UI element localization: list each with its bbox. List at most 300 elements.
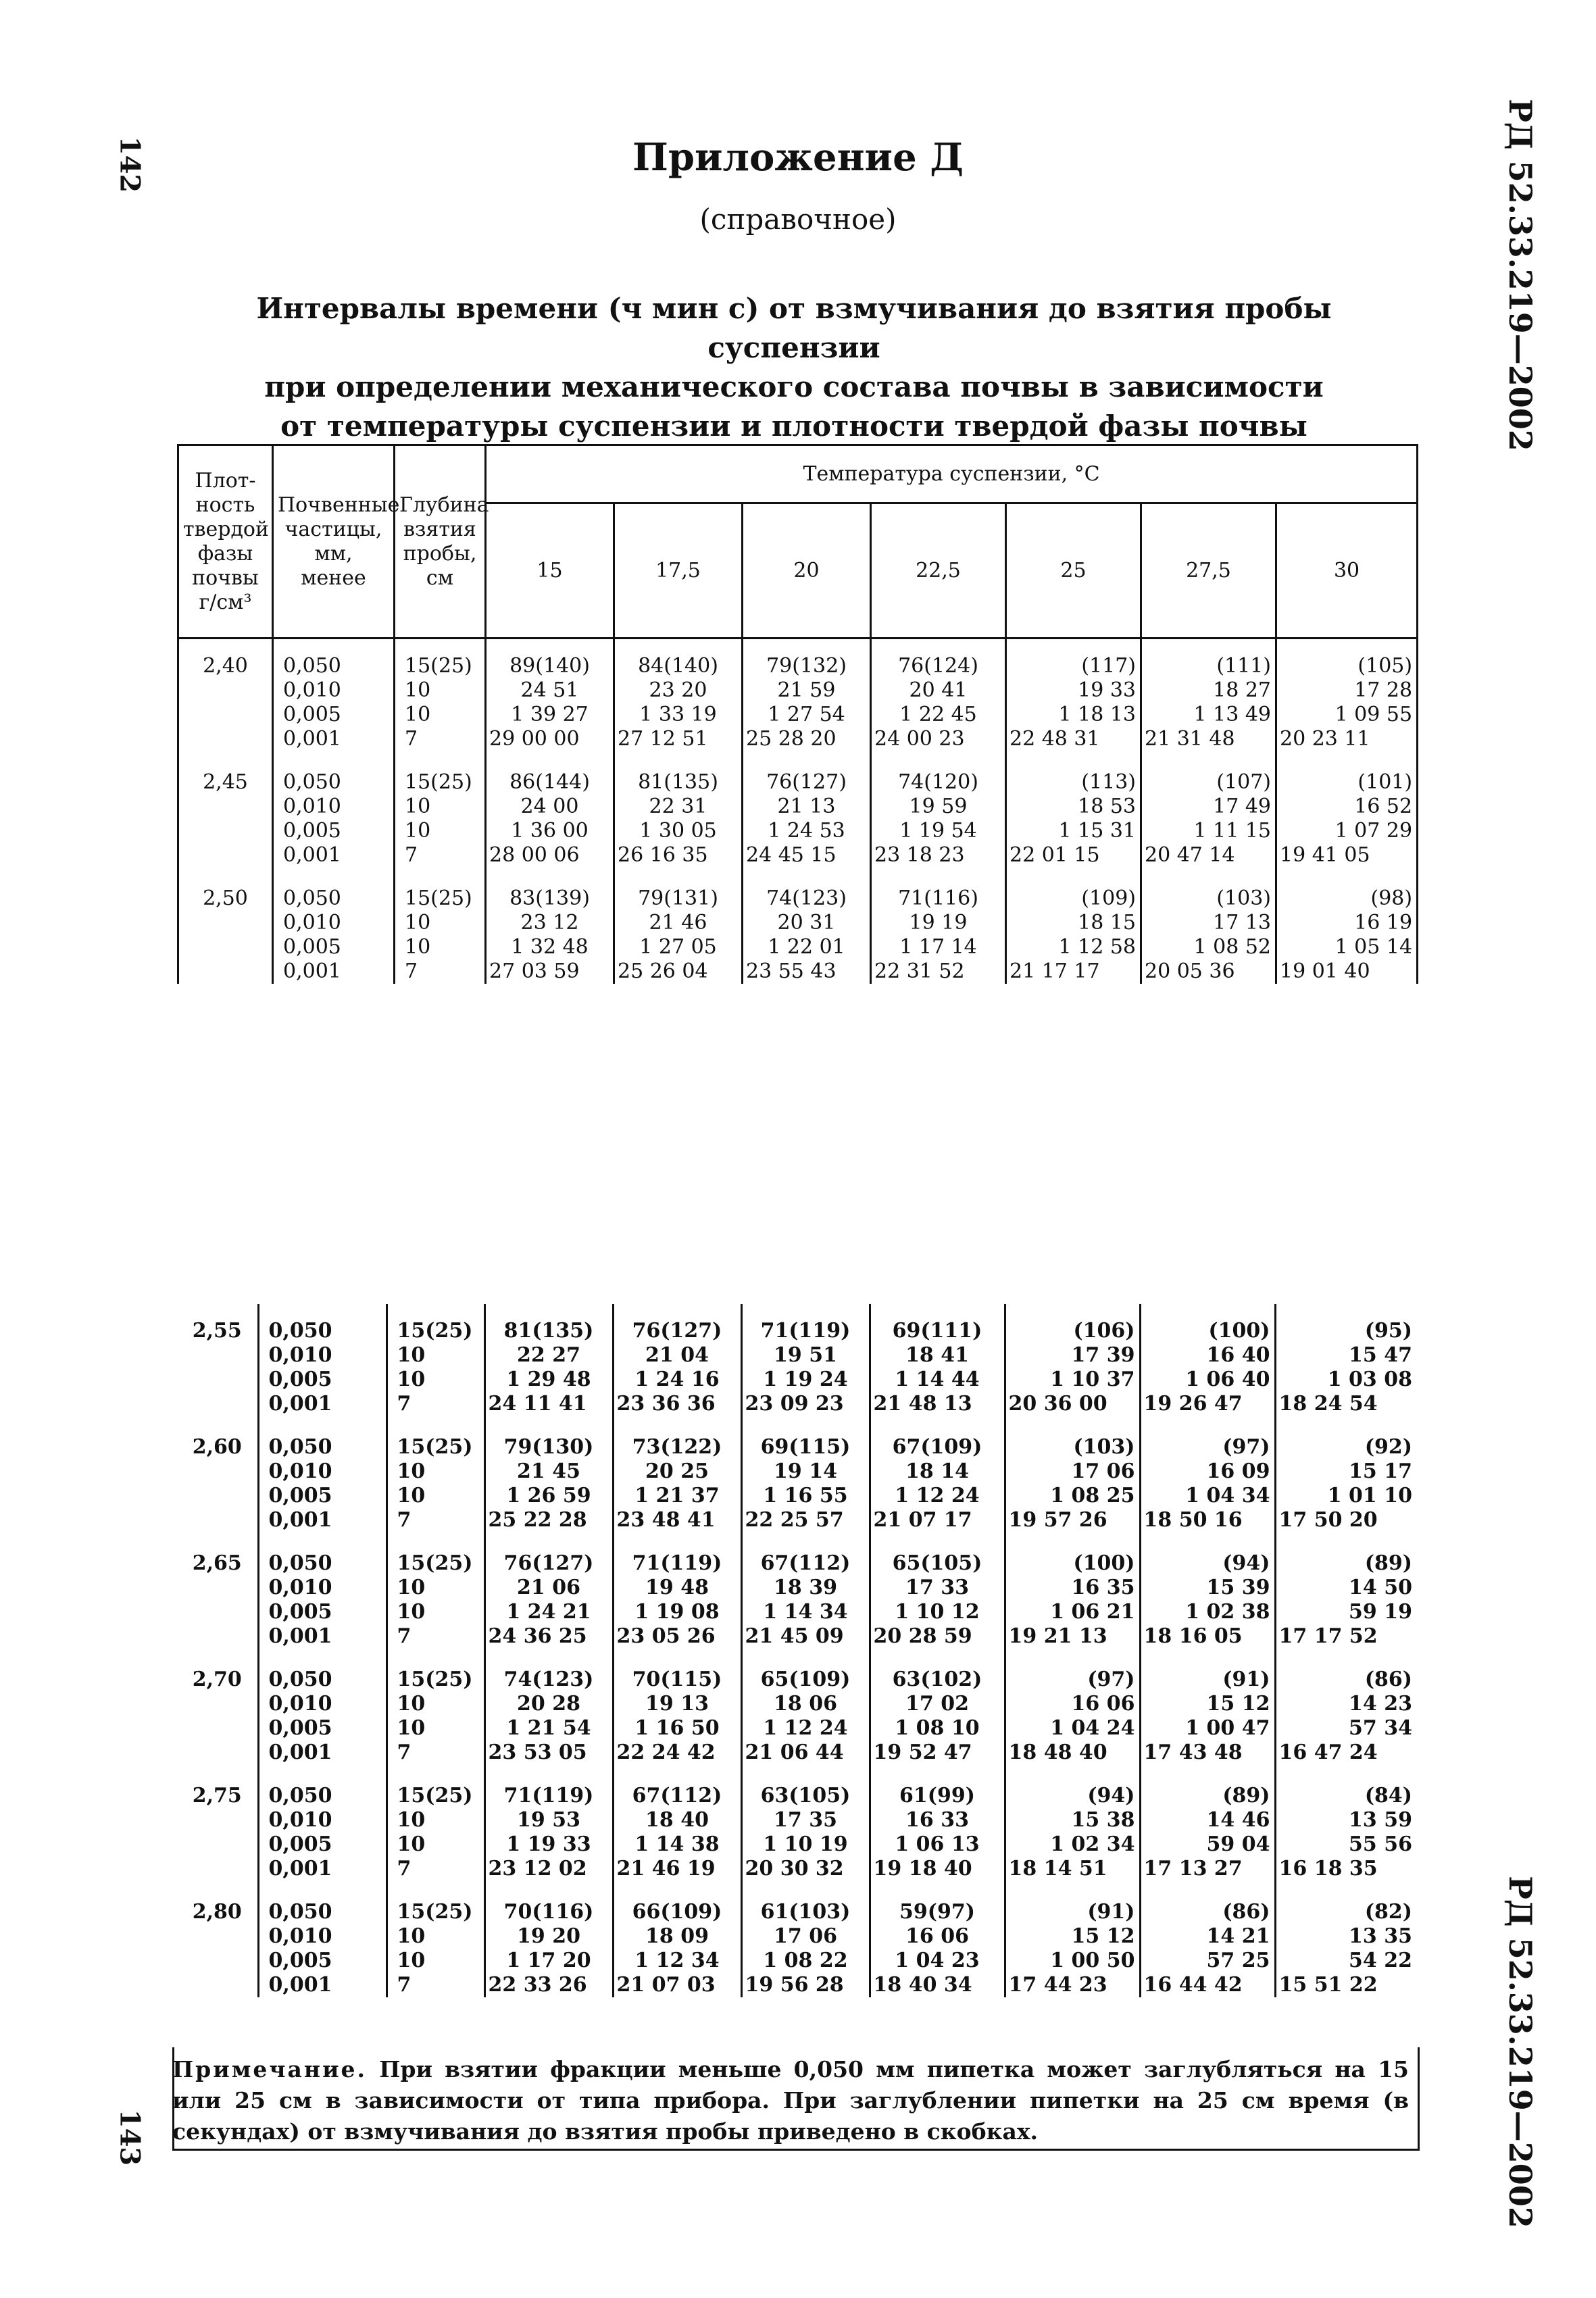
time-value-cell: 17 28 (1276, 678, 1418, 703)
particle-size-cell: 0,005 (273, 935, 395, 959)
depth-cell: 15(25) (395, 639, 486, 679)
time-value-cell: (84) (1275, 1765, 1416, 1808)
table-row (177, 1392, 1416, 1416)
table-row (177, 1508, 1416, 1532)
time-value-cell: (89) (1275, 1532, 1416, 1576)
time-value-cell: 1 12 58 (1006, 935, 1141, 959)
header-temp-22-5: 22,5 (871, 503, 1006, 639)
time-value-cell: 1 24 16 (613, 1368, 741, 1392)
time-value-cell: 81(135) (614, 751, 743, 795)
particle-size-cell: 0,001 (273, 959, 395, 984)
time-value-cell: 18 14 51 (1005, 1857, 1140, 1881)
depth-cell: 15(25) (395, 751, 486, 795)
particle-size-cell: 0,050 (258, 1649, 386, 1692)
time-value-cell: 1 33 19 (614, 703, 743, 727)
particle-size-cell: 0,010 (258, 1808, 386, 1832)
time-value-cell: 76(127) (484, 1532, 613, 1576)
particle-size-cell: 0,010 (273, 911, 395, 935)
density-cell (177, 1832, 258, 1857)
time-value-cell: 1 32 48 (486, 935, 614, 959)
time-value-cell: 16 40 (1140, 1343, 1275, 1368)
time-value-cell: 28 00 06 (486, 843, 614, 868)
density-cell (177, 1600, 258, 1624)
time-value-cell: 17 13 (1141, 911, 1276, 935)
time-value-cell: 16 18 35 (1275, 1857, 1416, 1881)
time-value-cell: 23 12 (486, 911, 614, 935)
time-value-cell: 18 50 16 (1140, 1508, 1275, 1532)
depth-cell: 15(25) (395, 868, 486, 911)
time-value-cell: 67(112) (741, 1532, 870, 1576)
time-value-cell: 1 22 01 (743, 935, 871, 959)
time-value-cell: 18 14 (870, 1459, 1005, 1484)
density-cell (177, 1692, 258, 1716)
time-value-cell: 21 06 44 (741, 1741, 870, 1765)
time-value-cell: 61(99) (870, 1765, 1005, 1808)
time-value-cell: (86) (1275, 1649, 1416, 1692)
particle-size-cell: 0,010 (258, 1343, 386, 1368)
time-value-cell: 1 05 14 (1276, 935, 1418, 959)
table-row (177, 1692, 1416, 1716)
time-value-cell: 1 00 50 (1005, 1949, 1140, 1973)
time-value-cell: 69(111) (870, 1304, 1005, 1343)
time-value-cell: 1 13 49 (1141, 703, 1276, 727)
time-value-cell: 21 07 17 (870, 1508, 1005, 1532)
time-value-cell: 20 05 36 (1141, 959, 1276, 984)
time-value-cell: 18 41 (870, 1343, 1005, 1368)
table-row (177, 1649, 1416, 1692)
table-row (178, 935, 1418, 959)
time-value-cell: (103) (1005, 1416, 1140, 1459)
particle-size-cell: 0,050 (273, 868, 395, 911)
time-value-cell: 18 53 (1006, 795, 1141, 819)
density-cell (177, 1343, 258, 1368)
time-value-cell: 20 28 (484, 1692, 613, 1716)
time-value-cell: 1 15 31 (1006, 819, 1141, 843)
time-value-cell: 16 35 (1005, 1576, 1140, 1600)
time-value-cell: 86(144) (486, 751, 614, 795)
time-value-cell: 24 11 41 (484, 1392, 613, 1416)
header-line: мм, (314, 541, 353, 566)
time-value-cell: 22 27 (484, 1343, 613, 1368)
table-row (177, 1924, 1416, 1949)
time-value-cell: 22 33 26 (484, 1973, 613, 1997)
time-value-cell: 14 50 (1275, 1576, 1416, 1600)
time-value-cell: 59 19 (1275, 1600, 1416, 1624)
time-value-cell: 71(119) (613, 1532, 741, 1576)
time-value-cell: 1 11 15 (1141, 819, 1276, 843)
time-value-cell: 65(105) (870, 1532, 1005, 1576)
depth-cell: 7 (386, 1857, 484, 1881)
particle-size-cell: 0,001 (273, 843, 395, 868)
time-value-cell: 74(120) (871, 751, 1006, 795)
table-note (172, 2054, 1409, 2147)
time-value-cell: 19 56 28 (741, 1973, 870, 1997)
time-value-cell: 1 29 48 (484, 1368, 613, 1392)
density-cell (178, 959, 273, 984)
header-temp-15: 15 (486, 503, 614, 639)
density-cell (177, 1484, 258, 1508)
time-value-cell: 54 22 (1275, 1949, 1416, 1973)
time-value-cell: 1 09 55 (1276, 703, 1418, 727)
time-value-cell: 74(123) (743, 868, 871, 911)
note-body: При взятии фракции меньше 0,050 мм пипетка может заглубляться на 15 или 25 см в зависимости от типа прибора. При заглублении пипетки на 25 см время (в секундах) от взмучивания до взятия пробы приведено в скобках. (172, 2056, 1409, 2145)
time-value-cell: 79(131) (614, 868, 743, 911)
time-value-cell: 17 39 (1005, 1343, 1140, 1368)
density-cell (177, 1808, 258, 1832)
time-value-cell: 63(105) (741, 1765, 870, 1808)
depth-cell: 7 (386, 1741, 484, 1765)
time-value-cell: (105) (1276, 639, 1418, 679)
time-value-cell: 74(123) (484, 1649, 613, 1692)
time-value-cell: 19 21 13 (1005, 1624, 1140, 1649)
time-value-cell: 19 26 47 (1140, 1392, 1275, 1416)
time-value-cell: 21 04 (613, 1343, 741, 1368)
time-value-cell: (106) (1005, 1304, 1140, 1343)
data-table-top (177, 444, 1418, 984)
header-line: г/см³ (199, 590, 252, 614)
density-cell (177, 1459, 258, 1484)
time-value-cell: 20 36 00 (1005, 1392, 1140, 1416)
density-cell (178, 935, 273, 959)
density-cell (178, 819, 273, 843)
time-value-cell: (94) (1005, 1765, 1140, 1808)
time-value-cell: (103) (1141, 868, 1276, 911)
time-value-cell: 1 30 05 (614, 819, 743, 843)
depth-cell: 10 (386, 1576, 484, 1600)
density-cell (177, 1716, 258, 1741)
time-value-cell: 1 22 45 (871, 703, 1006, 727)
header-line: ность (195, 493, 255, 517)
depth-cell: 10 (386, 1716, 484, 1741)
data-table-bottom (177, 1304, 1416, 1997)
depth-cell: 15(25) (386, 1304, 484, 1343)
time-value-cell: 21 06 (484, 1576, 613, 1600)
particle-size-cell: 0,005 (258, 1832, 386, 1857)
time-value-cell: 22 25 57 (741, 1508, 870, 1532)
time-value-cell: 16 52 (1276, 795, 1418, 819)
particle-size-cell: 0,005 (258, 1600, 386, 1624)
time-value-cell: 23 05 26 (613, 1624, 741, 1649)
time-value-cell: 18 40 34 (870, 1973, 1005, 1997)
time-value-cell: 1 26 59 (484, 1484, 613, 1508)
caption-line: при определении механического состава почвы в зависимости (264, 370, 1324, 403)
time-value-cell: 76(124) (871, 639, 1006, 679)
caption-line: от температуры суспензии и плотности твердой фазы почвы (280, 409, 1307, 443)
time-value-cell: 1 07 29 (1276, 819, 1418, 843)
time-value-cell: 1 19 24 (741, 1368, 870, 1392)
table-row (177, 1857, 1416, 1881)
time-value-cell: 1 02 38 (1140, 1600, 1275, 1624)
time-value-cell: 23 12 02 (484, 1857, 613, 1881)
time-value-cell: 1 17 20 (484, 1949, 613, 1973)
header-line: твердой (183, 517, 269, 541)
time-value-cell: 15 12 (1140, 1692, 1275, 1716)
table-row (177, 1600, 1416, 1624)
table-row (177, 1881, 1416, 1924)
particle-size-cell: 0,001 (258, 1857, 386, 1881)
time-value-cell: 1 17 14 (871, 935, 1006, 959)
depth-cell: 7 (395, 959, 486, 984)
time-value-cell: 1 12 24 (741, 1716, 870, 1741)
time-value-cell: 19 59 (871, 795, 1006, 819)
time-value-cell: (82) (1275, 1881, 1416, 1924)
time-value-cell: 29 00 00 (486, 727, 614, 751)
table-row (178, 727, 1418, 751)
time-value-cell: 18 06 (741, 1692, 870, 1716)
time-value-cell: 15 12 (1005, 1924, 1140, 1949)
time-value-cell: 1 03 08 (1275, 1368, 1416, 1392)
table-row (177, 1741, 1416, 1765)
time-value-cell: 61(103) (741, 1881, 870, 1924)
doc-code-bottom: РД 52.33.219—2002 (1502, 1876, 1539, 2228)
time-value-cell: (91) (1140, 1649, 1275, 1692)
time-value-cell: 1 10 12 (870, 1600, 1005, 1624)
time-value-cell: 1 36 00 (486, 819, 614, 843)
depth-cell: 10 (386, 1368, 484, 1392)
time-value-cell: 27 12 51 (614, 727, 743, 751)
density-cell: 2,40 (203, 654, 248, 678)
particle-size-cell: 0,005 (273, 819, 395, 843)
depth-cell: 10 (386, 1343, 484, 1368)
time-value-cell: (117) (1006, 639, 1141, 679)
table-row (177, 1973, 1416, 1997)
table-row (178, 911, 1418, 935)
time-value-cell: (111) (1141, 639, 1276, 679)
table-caption (169, 289, 1419, 446)
time-value-cell: 19 14 (741, 1459, 870, 1484)
time-value-cell: 71(116) (871, 868, 1006, 911)
header-temp-25: 25 (1006, 503, 1141, 639)
time-value-cell: 17 43 48 (1140, 1741, 1275, 1765)
table-row (177, 1949, 1416, 1973)
depth-cell: 10 (395, 678, 486, 703)
time-value-cell: 19 41 05 (1276, 843, 1418, 868)
depth-cell: 10 (395, 819, 486, 843)
time-value-cell: 16 06 (870, 1924, 1005, 1949)
time-value-cell: 1 04 34 (1140, 1484, 1275, 1508)
time-value-cell: 73(122) (613, 1416, 741, 1459)
particle-size-cell: 0,050 (258, 1881, 386, 1924)
time-value-cell: (97) (1005, 1649, 1140, 1692)
time-value-cell: 20 41 (871, 678, 1006, 703)
time-value-cell: 84(140) (614, 639, 743, 679)
time-value-cell: 17 06 (741, 1924, 870, 1949)
table-row (177, 1808, 1416, 1832)
header-line: см (426, 566, 454, 590)
time-value-cell: 15 47 (1275, 1343, 1416, 1368)
time-value-cell: 21 17 17 (1006, 959, 1141, 984)
time-value-cell: 79(132) (743, 639, 871, 679)
time-value-cell: 71(119) (741, 1304, 870, 1343)
particle-size-cell: 0,001 (258, 1508, 386, 1532)
time-value-cell: 19 33 (1006, 678, 1141, 703)
depth-cell: 10 (395, 703, 486, 727)
time-value-cell: 63(102) (870, 1649, 1005, 1692)
time-value-cell: 1 12 34 (613, 1949, 741, 1973)
time-value-cell: (94) (1140, 1532, 1275, 1576)
time-value-cell: 25 22 28 (484, 1508, 613, 1532)
time-value-cell: 16 47 24 (1275, 1741, 1416, 1765)
density-cell (178, 843, 273, 868)
particle-size-cell: 0,050 (258, 1765, 386, 1808)
time-value-cell: 19 57 26 (1005, 1508, 1140, 1532)
time-value-cell: 15 38 (1005, 1808, 1140, 1832)
table-row (178, 703, 1418, 727)
depth-cell: 10 (386, 1832, 484, 1857)
time-value-cell: 1 08 25 (1005, 1484, 1140, 1508)
time-value-cell: 1 18 13 (1006, 703, 1141, 727)
time-value-cell: (86) (1140, 1881, 1275, 1924)
time-value-cell: 15 17 (1275, 1459, 1416, 1484)
density-cell: 2,50 (203, 886, 248, 910)
time-value-cell: 14 23 (1275, 1692, 1416, 1716)
depth-cell: 7 (386, 1624, 484, 1649)
header-temp-17-5: 17,5 (614, 503, 743, 639)
time-value-cell: 23 55 43 (743, 959, 871, 984)
header-line: частицы, (284, 517, 382, 541)
table-row (178, 959, 1418, 984)
table-row (177, 1459, 1416, 1484)
time-value-cell: 1 19 54 (871, 819, 1006, 843)
depth-cell: 10 (386, 1808, 484, 1832)
density-cell (177, 1368, 258, 1392)
time-value-cell: 17 35 (741, 1808, 870, 1832)
time-value-cell: 19 01 40 (1276, 959, 1418, 984)
time-value-cell: 17 50 20 (1275, 1508, 1416, 1532)
table-row (177, 1832, 1416, 1857)
time-value-cell: 1 24 53 (743, 819, 871, 843)
density-cell (178, 703, 273, 727)
depth-cell: 15(25) (386, 1881, 484, 1924)
time-value-cell: 1 24 21 (484, 1600, 613, 1624)
header-particles (273, 445, 400, 639)
table-row (177, 1343, 1416, 1368)
time-value-cell: 19 53 (484, 1808, 613, 1832)
particle-size-cell: 0,010 (258, 1692, 386, 1716)
time-value-cell: 19 51 (741, 1343, 870, 1368)
table-row (177, 1532, 1416, 1576)
header-line: Почвенные (278, 493, 400, 517)
particle-size-cell: 0,050 (273, 639, 395, 679)
depth-cell: 10 (386, 1484, 484, 1508)
particle-size-cell: 0,010 (258, 1576, 386, 1600)
time-value-cell: 1 14 44 (870, 1368, 1005, 1392)
header-temp-20: 20 (743, 503, 871, 639)
particle-size-cell: 0,005 (273, 703, 395, 727)
particle-size-cell: 0,050 (273, 751, 395, 795)
time-value-cell: 18 48 40 (1005, 1741, 1140, 1765)
time-value-cell: (98) (1276, 868, 1418, 911)
depth-cell: 15(25) (386, 1532, 484, 1576)
density-cell (178, 795, 273, 819)
table-row (177, 1624, 1416, 1649)
particle-size-cell: 0,050 (258, 1304, 386, 1343)
time-value-cell: 65(109) (741, 1649, 870, 1692)
time-value-cell: (92) (1275, 1416, 1416, 1459)
density-cell (177, 1949, 258, 1973)
density-cell (177, 1973, 258, 1997)
time-value-cell: 1 39 27 (486, 703, 614, 727)
time-value-cell: 1 02 34 (1005, 1832, 1140, 1857)
time-value-cell: (100) (1140, 1304, 1275, 1343)
time-value-cell: 16 06 (1005, 1692, 1140, 1716)
time-value-cell: 1 06 13 (870, 1832, 1005, 1857)
time-value-cell: (107) (1141, 751, 1276, 795)
header-line: взятия (403, 517, 476, 541)
time-value-cell: 19 19 (871, 911, 1006, 935)
density-cell: 2,70 (192, 1668, 242, 1691)
header-temp-30: 30 (1276, 503, 1418, 639)
time-value-cell: (109) (1006, 868, 1141, 911)
time-value-cell: 15 39 (1140, 1576, 1275, 1600)
time-value-cell: (89) (1140, 1765, 1275, 1808)
time-value-cell: 1 01 10 (1275, 1484, 1416, 1508)
time-value-cell: 19 18 40 (870, 1857, 1005, 1881)
header-line: менее (301, 566, 366, 590)
time-value-cell: 66(109) (613, 1881, 741, 1924)
time-value-cell: 14 21 (1140, 1924, 1275, 1949)
table-row (177, 1416, 1416, 1459)
time-value-cell: 16 09 (1140, 1459, 1275, 1484)
time-value-cell: 18 27 (1141, 678, 1276, 703)
time-value-cell: 21 31 48 (1141, 727, 1276, 751)
time-value-cell: 67(109) (870, 1416, 1005, 1459)
time-value-cell: 21 13 (743, 795, 871, 819)
time-value-cell: 21 46 19 (613, 1857, 741, 1881)
time-value-cell: 18 15 (1006, 911, 1141, 935)
particle-size-cell: 0,010 (273, 795, 395, 819)
table-row (177, 1368, 1416, 1392)
depth-cell: 10 (386, 1924, 484, 1949)
density-cell: 2,45 (203, 770, 248, 794)
depth-cell: 15(25) (386, 1416, 484, 1459)
density-cell (177, 1508, 258, 1532)
time-value-cell: 70(115) (613, 1649, 741, 1692)
depth-cell: 7 (386, 1973, 484, 1997)
header-temperature: Температура суспензии, °С (486, 445, 1418, 503)
particle-size-cell: 0,010 (258, 1924, 386, 1949)
time-value-cell: 1 14 34 (741, 1600, 870, 1624)
time-value-cell: 21 46 (614, 911, 743, 935)
time-value-cell: 16 33 (870, 1808, 1005, 1832)
table-body-top (178, 639, 1418, 984)
time-value-cell: 19 13 (613, 1692, 741, 1716)
time-value-cell: 20 25 (613, 1459, 741, 1484)
time-value-cell: 21 45 09 (741, 1624, 870, 1649)
time-value-cell: 22 24 42 (613, 1741, 741, 1765)
density-cell (178, 678, 273, 703)
time-value-cell: 1 27 05 (614, 935, 743, 959)
time-value-cell: 23 48 41 (613, 1508, 741, 1532)
time-value-cell: 1 08 10 (870, 1716, 1005, 1741)
depth-cell: 10 (386, 1692, 484, 1716)
time-value-cell: 21 45 (484, 1459, 613, 1484)
time-value-cell: 76(127) (613, 1304, 741, 1343)
page-number-bottom: 143 (114, 2109, 146, 2166)
time-value-cell: 24 51 (486, 678, 614, 703)
doc-code-top: РД 52.33.219—2002 (1502, 99, 1539, 451)
density-cell: 2,65 (192, 1551, 242, 1575)
time-value-cell: 15 51 22 (1275, 1973, 1416, 1997)
time-value-cell: 1 21 54 (484, 1716, 613, 1741)
header-line: Плот- (195, 468, 256, 493)
table-row (178, 795, 1418, 819)
time-value-cell: (101) (1276, 751, 1418, 795)
table-row (177, 1484, 1416, 1508)
time-value-cell: 23 18 23 (871, 843, 1006, 868)
density-cell (178, 911, 273, 935)
time-value-cell: 1 14 38 (613, 1832, 741, 1857)
